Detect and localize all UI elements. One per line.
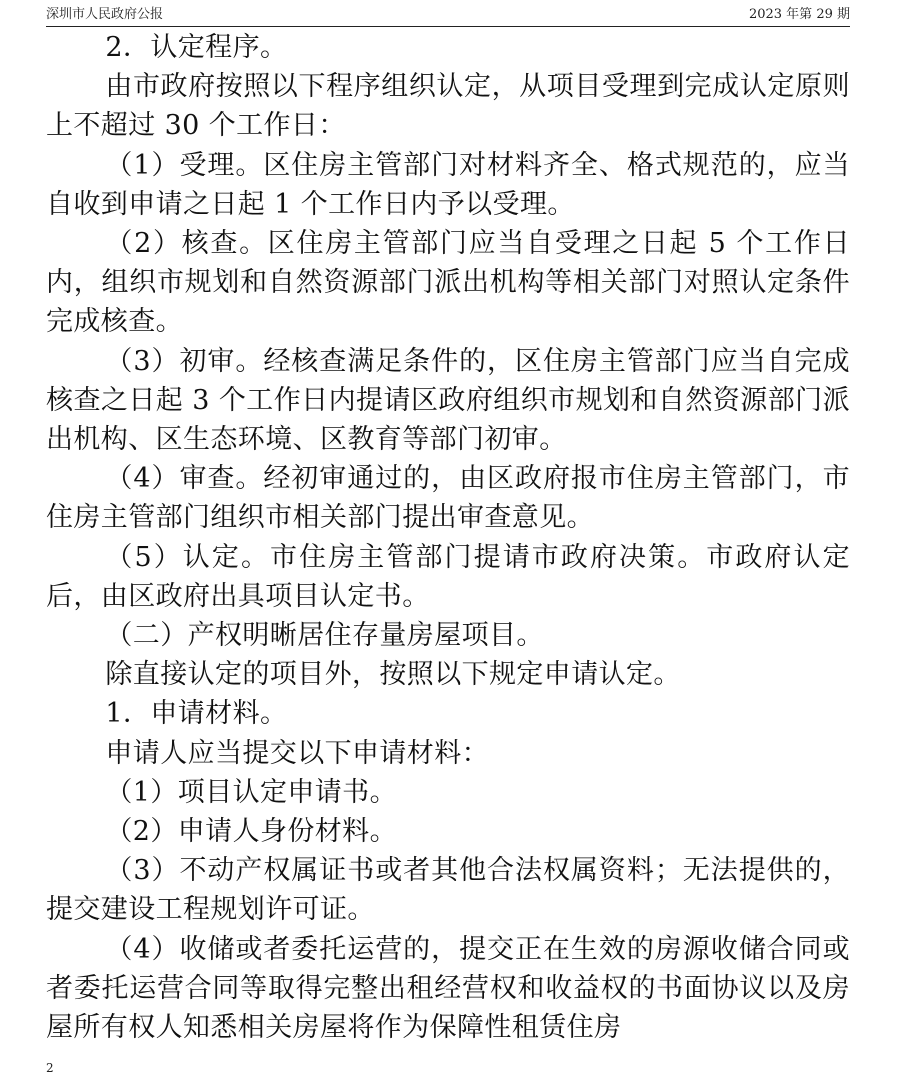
section-heading-procedure: 2．认定程序。	[105, 32, 288, 63]
page-number: 2	[46, 1061, 54, 1075]
section-heading-materials: 1．申请材料。	[105, 698, 288, 730]
document-body	[46, 28, 850, 1047]
issue-number: 2023 年第 29 期	[748, 7, 850, 22]
list-item-operation-contract: （4）收储或者委托运营的，提交正在生效的房源收储合同或者委托运营合同等取得完整出租经营权和收益权的书面协议以及房屋所有权人知悉相关房屋将作为保障性租赁住房	[46, 933, 850, 1044]
list-item-property-certificate: （3）不动产权属证书或者其他合法权属资料；无法提供的，提交建设工程规划许可证。	[46, 855, 850, 926]
paragraph-application-rule: 除直接认定的项目外，按照以下规定申请认定。	[105, 659, 681, 691]
paragraph-step-verification: （2）核查。区住房主管部门应当自受理之日起 5 个工作日内，组织市规划和自然资源部门派出机构等相关部门对照认定条件完成核查。	[46, 228, 850, 338]
publication-title: 深圳市人民政府公报	[46, 7, 164, 22]
paragraph-procedure-intro: 由市政府按照以下程序组织认定，从项目受理到完成认定原则上不超过 30 个工作日：	[46, 71, 850, 142]
paragraph-step-recognition: （5）认定。市住房主管部门提请市政府决策。市政府认定后，由区政府出具项目认定书。	[46, 541, 850, 612]
paragraph-materials-intro: 申请人应当提交以下申请材料：	[105, 737, 489, 769]
paragraph-step-acceptance: （1）受理。区住房主管部门对材料齐全、格式规范的，应当自收到申请之日起 1 个工作日内予以受理。	[46, 149, 850, 220]
list-item-application-form: （1）项目认定申请书。	[105, 776, 397, 808]
list-item-identity-materials: （2）申请人身份材料。	[105, 816, 397, 848]
paragraph-step-preliminary-review: （3）初审。经核查满足条件的，区住房主管部门应当自完成核查之日起 3 个工作日内提请区政府组织市规划和自然资源部门派出机构、区生态环境、区教育等部门初审。	[46, 345, 850, 456]
page-header	[46, 6, 850, 27]
paragraph-step-review: （4）审查。经初审通过的，由区政府报市住房主管部门，市住房主管部门组织市相关部门提出审查意见。	[46, 463, 850, 534]
section-heading-existing-housing: （二）产权明晰居住存量房屋项目。	[105, 620, 544, 652]
